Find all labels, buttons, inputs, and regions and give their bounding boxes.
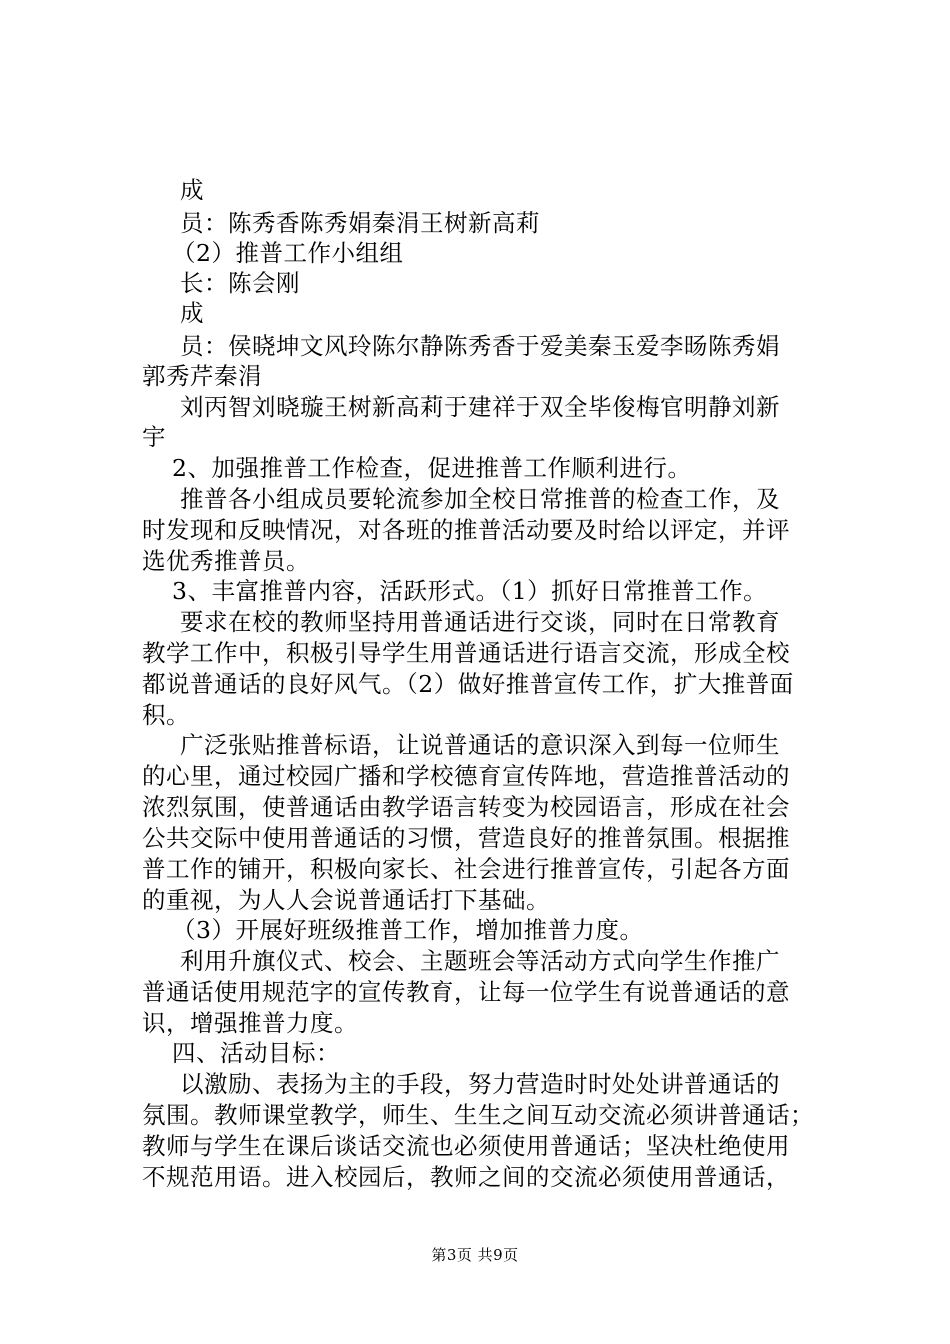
text-line: 员：陈秀香陈秀娟秦涓王树新高莉: [180, 209, 540, 237]
text-line: 时发现和反映情况，对各班的推普活动要及时给以评定，并评: [142, 516, 790, 544]
text-line: 成: [180, 299, 204, 327]
text-line: 积。: [142, 701, 190, 729]
text-line: 氛围。教师课堂教学，师生、生生之间互动交流必须讲普通话；: [142, 1101, 814, 1129]
text-line: 刘丙智刘晓璇王树新高莉于建祥于双全毕俊梅官明静刘新: [180, 393, 780, 421]
text-line: 2、加强推普工作检查，促进推普工作顺利进行。: [172, 454, 692, 482]
text-line: 选优秀推普员。: [142, 547, 310, 575]
text-line: 推普各小组成员要轮流参加全校日常推普的检查工作，及: [180, 485, 780, 513]
text-line: 以激励、表扬为主的手段，努力营造时时处处讲普通话的: [180, 1070, 780, 1098]
text-line: （3）开展好班级推普工作，增加推普力度。: [172, 916, 644, 944]
page-footer: [0, 1244, 950, 1266]
text-line: 要求在校的教师坚持用普通话进行交谈，同时在日常教育: [180, 608, 780, 636]
text-line: 四、活动目标：: [172, 1039, 340, 1067]
text-line: 宇: [142, 423, 166, 451]
text-line: 郭秀芹秦涓: [142, 362, 262, 390]
text-line: 广泛张贴推普标语，让说普通话的意识深入到每一位师生: [180, 731, 780, 759]
page-number: 第3页 共9页: [431, 1246, 519, 1264]
text-line: 教师与学生在课后谈话交流也必须使用普通话；坚决杜绝使用: [142, 1132, 790, 1160]
text-line: 3、丰富推普内容，活跃形式。（1）抓好日常推普工作。: [172, 577, 768, 605]
text-line: 的重视，为人人会说普通话打下基础。: [142, 886, 550, 914]
text-line: 的心里，通过校园广播和学校德育宣传阵地，营造推普活动的: [142, 762, 790, 790]
text-line: （2）推普工作小组组: [172, 239, 404, 267]
text-line: 识，增强推普力度。: [142, 1009, 358, 1037]
text-line: 利用升旗仪式、校会、主题班会等活动方式向学生作推广: [180, 947, 780, 975]
text-line: 浓烈氛围，使普通话由教学语言转变为校园语言，形成在社会: [142, 793, 790, 821]
text-line: 教学工作中，积极引导学生用普通话进行语言交流，形成全校: [142, 639, 790, 667]
text-line: 普通话使用规范字的宣传教育，让每一位学生有说普通话的意: [142, 978, 790, 1006]
text-line: 都说普通话的良好风气。（2）做好推普宣传工作，扩大推普面: [142, 670, 794, 698]
text-line: 成: [180, 176, 204, 204]
text-line: 长：陈会刚: [180, 269, 300, 297]
text-line: 不规范用语。进入校园后，教师之间的交流必须使用普通话，: [142, 1163, 790, 1191]
text-line: 员：侯晓坤文风玲陈尔静陈秀香于爱美秦玉爱李旸陈秀娟: [180, 332, 780, 360]
text-line: 普工作的铺开，积极向家长、社会进行推普宣传，引起各方面: [142, 855, 790, 883]
text-line: 公共交际中使用普通话的习惯，营造良好的推普氛围。根据推: [142, 824, 790, 852]
